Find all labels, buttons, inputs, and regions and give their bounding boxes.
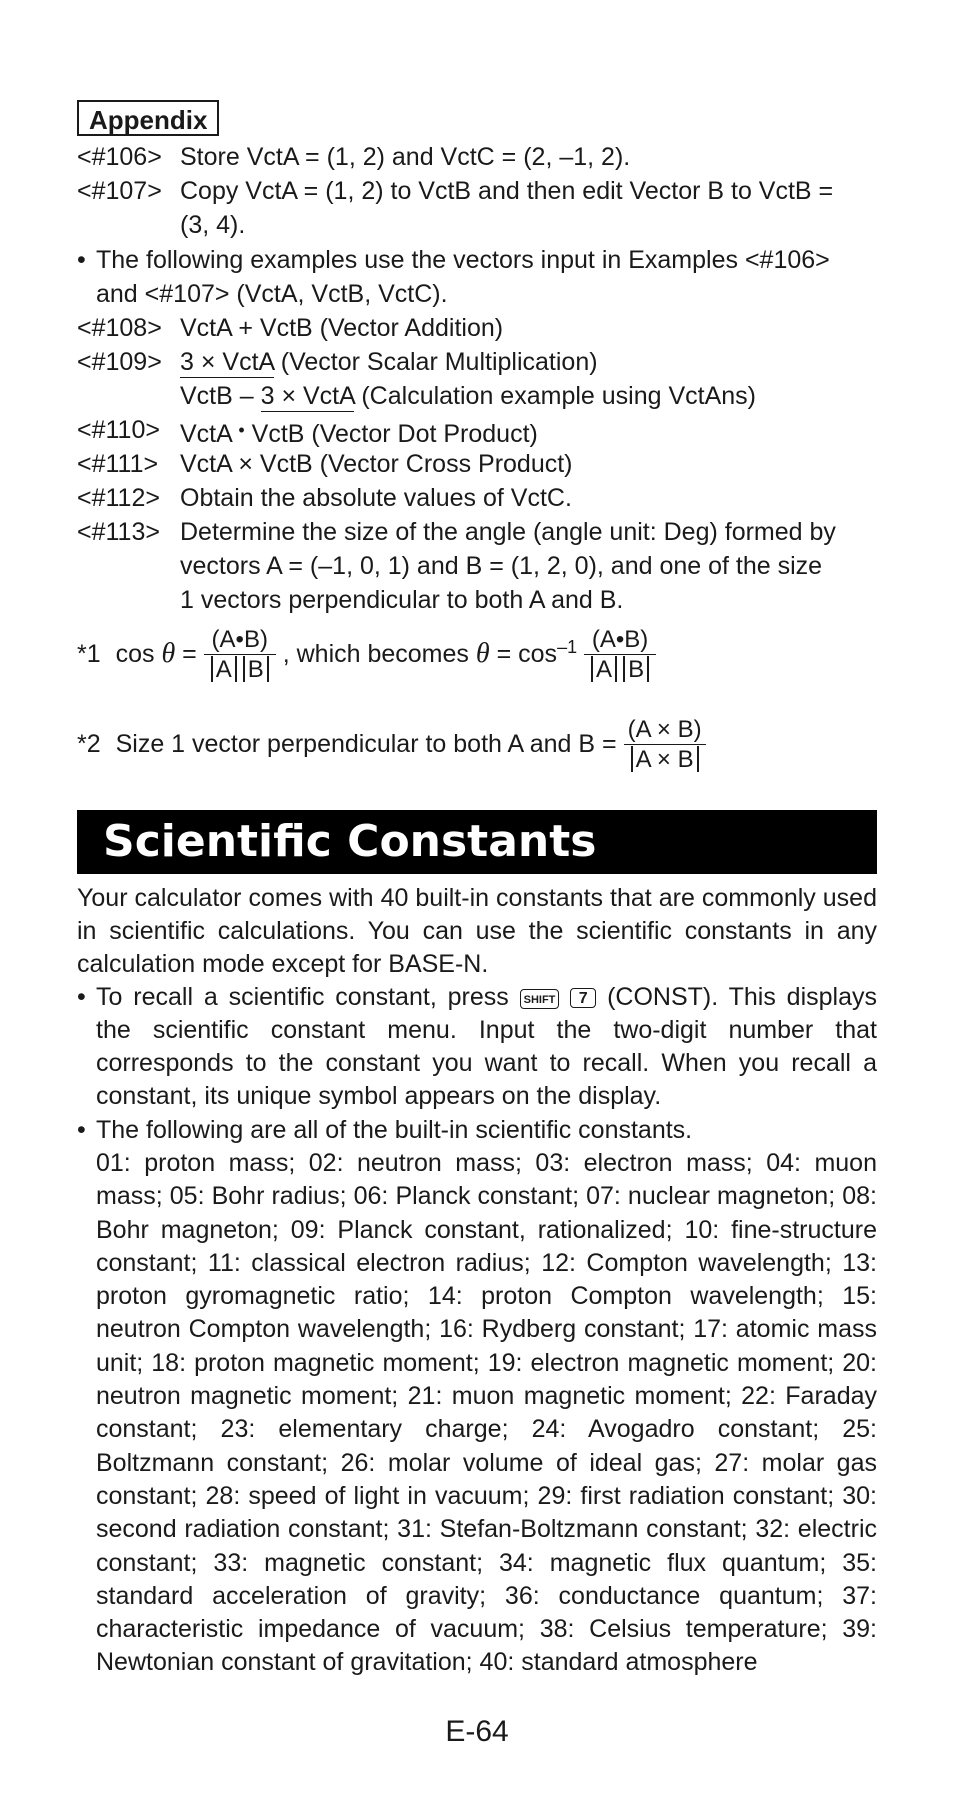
fraction-denominator bbox=[204, 654, 276, 685]
example-number: <#107> bbox=[77, 177, 162, 205]
bullet-dot: • bbox=[77, 983, 86, 1011]
example-number: <#109> bbox=[77, 348, 162, 376]
fraction-numerator: (A•B) bbox=[591, 626, 649, 653]
fraction-denominator bbox=[584, 654, 656, 685]
fraction-cross-over-abs bbox=[624, 716, 706, 775]
example-text: Obtain the absolute values of VctC. bbox=[180, 484, 572, 512]
footnote-1 bbox=[77, 626, 656, 685]
bullet-recall-constant bbox=[77, 981, 877, 1113]
section-title: Scientific Constants bbox=[103, 816, 597, 867]
example-text-prefix: VctB – bbox=[180, 382, 261, 410]
example-text-rest: (Vector Scalar Multiplication) bbox=[273, 348, 598, 376]
example-text: Copy VctA = (1, 2) to VctB and then edit Vector B to VctB = bbox=[180, 177, 834, 205]
abs-a: A bbox=[596, 656, 613, 683]
appendix-label: Appendix bbox=[77, 100, 219, 136]
seven-key-icon: 7 bbox=[570, 988, 596, 1008]
example-number: <#112> bbox=[77, 484, 160, 512]
fraction-numerator: (A•B) bbox=[211, 626, 268, 653]
vector-a: VctA bbox=[180, 420, 232, 448]
dot-operator: • bbox=[238, 420, 245, 440]
example-number: <#111> bbox=[77, 450, 159, 478]
example-number: <#113> bbox=[77, 518, 160, 546]
vector-b-text: VctB (Vector Dot Product) bbox=[251, 420, 538, 448]
example-text: Store VctA = (1, 2) and VctC = (2, –1, 2). bbox=[180, 143, 631, 171]
abs-b: B bbox=[247, 656, 264, 683]
equals-sign: = bbox=[182, 640, 197, 669]
underlined-term: 3 × VctA bbox=[260, 382, 355, 410]
underlined-term: 3 × VctA bbox=[180, 348, 274, 376]
fraction-dot-over-abs bbox=[204, 626, 276, 685]
abs-a: A bbox=[215, 656, 232, 683]
abs-a-cross-b: A × B bbox=[635, 746, 694, 773]
cos-inverse-label: cos bbox=[518, 640, 558, 669]
recall-text-after: (CONST). This displays the scientific constant menu. Input the two-digit number that corresponds to the constant you want to recall. When you recall a constant, its unique symbol appears on the display. bbox=[96, 983, 878, 1110]
example-text-rest: (Calculation example using VctAns) bbox=[354, 382, 756, 410]
bullet-constants-list bbox=[77, 1114, 877, 1147]
example-text bbox=[180, 413, 538, 451]
fraction-numerator: (A × B) bbox=[627, 716, 702, 743]
footnote-middle-text: , which becomes bbox=[282, 640, 469, 669]
footnote-text: Size 1 vector perpendicular to both A and B = bbox=[115, 730, 617, 759]
bullet-dot: • bbox=[77, 246, 86, 274]
cos-label: cos bbox=[115, 640, 155, 669]
example-number: <#108> bbox=[77, 314, 162, 342]
abs-b: B bbox=[628, 656, 645, 683]
inverse-exponent: –1 bbox=[557, 636, 578, 657]
shift-key-icon: SHIFT bbox=[520, 989, 560, 1009]
example-text: VctA + VctB (Vector Addition) bbox=[180, 314, 504, 342]
bullet-text: The following are all of the built-in scientific constants. bbox=[96, 1116, 693, 1144]
constants-list-text: 01: proton mass; 02: neutron mass; 03: electron mass; 04: muon mass; 05: Bohr radius; 06: Planck constant; 07: nuclear magneton; 08: Bohr magneton; 09: Planck constant, rationalized; 10: fine-structure constant; 11: classical electron radius; 12: Compton wavelength; 13: proton gyromagnetic ratio; 14: proton Compton wavelength; 15: neutron Compton wavelength; 16: Rydberg constant; 17: atomic mass unit; 18: proton magnetic moment; 19: electron magnetic moment; 20: neutron magnetic moment; 21: muon magnetic moment; 22: Faraday constant; 23: elementary charge; 24: Avogadro constant; 25: Boltzmann constant; 26: molar volume of ideal gas; 27: molar gas constant; 28: speed of light in vacuum; 29: first radiation constant; 30: second radiation constant; 31: Stefan-Boltzmann constant; 32: electric constant; 33: magnetic constant; 34: magnetic flux quantum; 35: standard acceleration of gravity; 36: conductance quantum; 37: characteristic impedance of vacuum; 38: Celsius temperature; 39: Newtonian constant of gravitation; 40: standard atmosphere bbox=[96, 1149, 877, 1677]
example-number: <#106> bbox=[77, 143, 162, 171]
example-text-cont: vectors A = (–1, 0, 1) and B = (1, 2, 0), and one of the size bbox=[180, 552, 823, 580]
footnote-mark: *2 bbox=[77, 730, 101, 759]
example-text bbox=[180, 345, 598, 379]
theta-symbol: θ bbox=[161, 638, 176, 670]
section-header-bar bbox=[77, 810, 877, 874]
example-text-cont: (3, 4). bbox=[180, 211, 246, 239]
bullet-text: The following examples use the vectors input in Examples <#106> bbox=[96, 246, 830, 274]
example-text: VctA × VctB (Vector Cross Product) bbox=[180, 450, 573, 478]
fraction-denominator bbox=[624, 744, 706, 775]
footnote-mark: *1 bbox=[77, 640, 101, 669]
example-text-cont: 1 vectors perpendicular to both A and B. bbox=[180, 586, 624, 614]
bullet-text-cont: and <#107> (VctA, VctB, VctC). bbox=[96, 280, 448, 308]
example-text-cont bbox=[180, 379, 756, 413]
footnote-2 bbox=[77, 716, 706, 775]
theta-symbol: θ bbox=[475, 638, 490, 670]
recall-text-before: To recall a scientific constant, press bbox=[96, 983, 509, 1011]
fraction-dot-over-abs bbox=[584, 626, 656, 685]
bullet-text bbox=[96, 981, 877, 1113]
page-number: E-64 bbox=[445, 1715, 509, 1748]
equals-sign: = bbox=[496, 640, 512, 669]
intro-paragraph: Your calculator comes with 40 built-in constants that are commonly used in scientific calculations. You can use the scientific constants in any calculation mode except for BASE-N. bbox=[77, 884, 877, 978]
bullet-dot: • bbox=[77, 1116, 86, 1144]
example-number: <#110> bbox=[77, 416, 160, 444]
example-text: Determine the size of the angle (angle unit: Deg) formed by bbox=[180, 518, 836, 546]
